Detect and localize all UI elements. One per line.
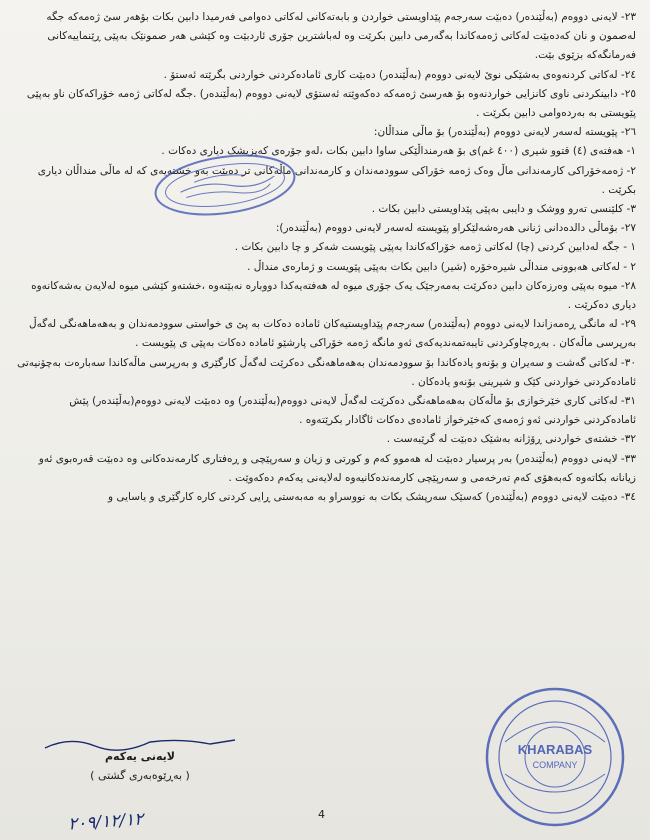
- svg-text:COMPANY: COMPANY: [532, 760, 578, 770]
- clause-23: ٢٣- لایەنی دووەم (بەڵێندەر) دەبێت سەرجەم پێداویستی خواردن و بابەتەکانی لەکاتی دەوامی فەرمیدا دابین بکات بۆهەر سێ ژەمەکە جگە لەصمون و نان کەدەبێت لەکاتی ژەمەکاندا بەگەرمی دابین بکرێت وە لەباشترین جۆری ئاردبێت وە کێشی هەر صمونێک بەپێی ڕێنماییەکانی فەرمانگەکە بزێوی بێت.: [46, 11, 636, 62]
- clause-26: ٢٦- پێویستە لەسەر لایەنی دووەم (بەڵێندەر) بۆ ماڵی منداڵان:: [373, 126, 636, 139]
- clause-26-item-2: ٢- ژەمەخۆراکی کارمەندانی ماڵ وەک ژەمە خۆراکی سوودمەندان و کارمەندانی ماڵەکانی تر دەبێت بەو خشتەیەی کە لە ماڵی منداڵان دیاری بکرێت .: [37, 164, 636, 196]
- contract-body: [14, 8, 636, 507]
- clause-27-item-1: ١ - جگە لەدابین کردنی (چا) لەکاتی ژەمە خۆراکەکاندا بەپێی پێویست شەکر و چا دابین بکات .: [234, 241, 636, 254]
- clause-28: ٢٨- میوە بەپێی وەرزەکان دابین دەکرێت بەمەرجێک یەک جۆری میوە لە هەفتەیەکدا دووبارە نەبێتەوە ،خشتەو کێشی میوە لەلایەن بەشەکانەوە دیاری دەکرێت .: [31, 279, 636, 312]
- clause-27: ٢٧- بۆماڵی دالدەدانی ژنانی هەرەشەلێکراو پێویستە لەسەر لایەنی دووەم (بەڵێندەر):: [275, 222, 636, 235]
- company-stamp-icon: [480, 682, 630, 832]
- clause-27-item-2: ٢ - لەکاتی هەبوونی منداڵی شیرەخۆرە (شیر) دابین بکات بەپێی پێویست و ژمارەی منداڵ .: [247, 260, 636, 273]
- clause-29: ٢٩- لە مانگی ڕەمەزاندا لایەنی دووەم (بەڵێندەر) سەرجەم پێداویستیەکان ئامادە دەکات بە پێ ی خواستی سوودمەندان و بەهەماهەنگی لەگەڵ بەرپرسی ماڵەکان . بەڕەچاوکردنی تایبەتمەندیەکەی ئەو مانگە ژەمە خۆراکی پارشێو ئامادە دەکات بەپێی ی پێویست .: [28, 318, 636, 350]
- clause-31: ٣١- لەکاتی کاری خێرخوازی بۆ ماڵەکان بەهەماهەنگی دەکرێت لەگەڵ لایەنی دووەم(بەڵێندەر) وە دەبێت لایەنی دووەم(بەڵێندەر) پێش ئامادەکردنی خواردنی ئەو ژەمەی کەخێرخواز ئامادەی دەکات ئاگادار بکرێتەوە .: [69, 395, 636, 427]
- clause-34: ٣٤- دەبێت لایەنی دووەم (بەڵێندەر) کەسێک سەرپشک بکات بە نووسراو بە مەبەستی ڕایی کردنی کارە کارگێری و یاسایی و: [107, 491, 636, 504]
- clause-25: ٢٥- دابینکردنی ناوی کانزایی خواردنەوە بۆ هەرسێ ژەمەکە دەکەوێتە ئەستۆی لایەنی دووەم (بەڵێندەر) .جگە لەکاتی ژەمە خۆراکەکان ناو بەپێی پێویستی بە بەردەوامی دابین بکرێت .: [26, 87, 636, 120]
- clause-24: ٢٤- لەکاتی کردنەوەی بەشێکی نوێ لایەنی دووەم (بەڵێندەر) دەبێت کاری ئامادەکردنی خواردنی بگرێتە ئەستۆ .: [163, 68, 636, 81]
- party-role: ( بەڕێوەبەری گشتی ): [90, 769, 190, 782]
- oval-stamp-icon: [150, 150, 300, 220]
- clause-32: ٣٢- خشتەی خواردنی ڕۆژانە بەشێک دەبێت لە گرێبەست .: [386, 433, 636, 446]
- clause-33: ٣٣- لایەنی دووەم (بەڵێندەر) بەر پرسیار دەبێت لە هەموو کەم و کورتی و زیان و سەرپێچی و ڕەفتاری کارمەندەکانی وە دەبێت قەرەبوی ئەو زیانانە بکاتەوە کەبەهۆی کەم تەرخەمی و سەرپێچی کارمەندەکانیەوە لەلایەنی یەکەم دەکەوێت .: [38, 452, 636, 484]
- first-party-signature-block: [40, 730, 240, 782]
- handwritten-date: ٢٠٩/١٢/١٢: [67, 809, 144, 835]
- clause-26-item-3: ٣- کلێنسی تەرو ووشک و دایبی بەپێی پێداویستی دابین بکات .: [371, 203, 636, 216]
- party-label: لایەنی یەکەم: [104, 750, 175, 763]
- svg-text:KHARABAS: KHARABAS: [517, 742, 593, 757]
- clause-26-item-1: ١- هەفتەی (٤) قتوو شیری (٤٠٠ غم)ی بۆ هەرمنداڵێکی ساوا دابین بکات ،لەو جۆرەی کەپزیشک دیاری دەکات .: [161, 145, 636, 158]
- clause-30: ٣٠- لەکاتی گەشت و سەیران و بۆنەو یادەکاندا بۆ سوودمەندان بەهەماهەنگی دەکرێت لەگەڵ کارگێری و بەرپرسی ماڵەکاندا سەبارەت بەچۆنیەتی ئامادەکردنی خواردنی کێک و شیرینی بۆنەو یادەکان .: [17, 356, 636, 388]
- page-number: 4: [318, 808, 325, 821]
